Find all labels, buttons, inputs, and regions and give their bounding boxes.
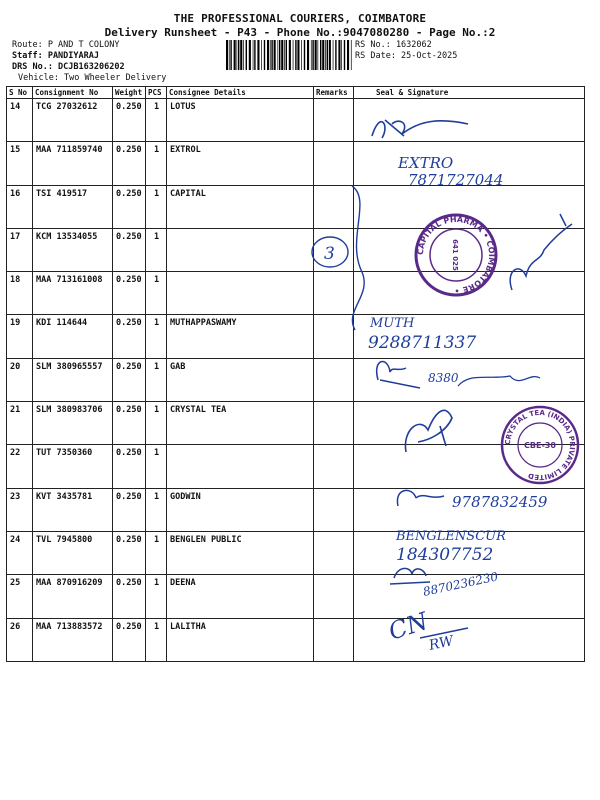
cell-signature	[354, 488, 585, 531]
cell-sno: 17	[7, 228, 33, 271]
table-row	[7, 618, 585, 661]
col-remarks: Remarks	[314, 87, 354, 99]
cell-remarks	[314, 99, 354, 142]
cell-consignment: TSI 419517	[33, 185, 113, 228]
table-row	[7, 315, 585, 358]
cell-consignee: GODWIN	[167, 488, 314, 531]
cell-signature	[354, 185, 585, 228]
signature-row-24-name: BENGLENSCUR	[396, 529, 506, 544]
crystal-stamp-center: CBE-30	[524, 441, 556, 450]
table-row	[7, 99, 585, 142]
cell-sno: 18	[7, 272, 33, 315]
cell-consignment: KCM 13534055	[33, 228, 113, 271]
cell-signature	[354, 142, 585, 185]
signature-row-25-phone: 8870236230	[421, 569, 500, 599]
cell-pcs: 1	[146, 99, 167, 142]
crystal-stamp-ring-text: CRYSTAL TEA (INDIA) PRIVATE LIMITED	[503, 408, 577, 482]
capital-stamp-ring-text: CAPITAL PHARMA • COIMBATORE •	[415, 214, 497, 296]
cell-sno: 16	[7, 185, 33, 228]
col-pcs: PCS	[146, 87, 167, 99]
remarks-circle-number: 3	[324, 244, 335, 264]
col-weight: Weight	[113, 87, 146, 99]
cell-remarks	[314, 445, 354, 488]
cell-remarks	[314, 531, 354, 574]
col-consignee: Consignee Details	[167, 87, 314, 99]
cell-remarks	[314, 185, 354, 228]
cell-signature	[354, 358, 585, 401]
cell-sno: 24	[7, 531, 33, 574]
cell-remarks	[314, 618, 354, 661]
cell-weight: 0.250	[113, 99, 146, 142]
cell-weight: 0.250	[113, 488, 146, 531]
cell-sno: 14	[7, 99, 33, 142]
cell-consignee: MUTHAPPASWAMY	[167, 315, 314, 358]
table-row	[7, 272, 585, 315]
cell-weight: 0.250	[113, 185, 146, 228]
table-header-row	[7, 87, 585, 99]
cell-consignment: TUT 7350360	[33, 445, 113, 488]
table-row	[7, 488, 585, 531]
signature-row-26-a: CN	[385, 606, 432, 646]
signature-row-15-phone: 7871727044	[408, 171, 504, 189]
cell-sno: 21	[7, 402, 33, 445]
drs-label: DRS No.: DCJB163206202	[12, 62, 125, 72]
col-signature: Seal & Signature	[354, 87, 585, 99]
cell-consignee: CRYSTAL TEA	[167, 402, 314, 445]
cell-pcs: 1	[146, 531, 167, 574]
cell-remarks	[314, 575, 354, 618]
cell-pcs: 1	[146, 575, 167, 618]
cell-remarks	[314, 358, 354, 401]
cell-pcs: 1	[146, 272, 167, 315]
cell-consignment: MAA 713883572	[33, 618, 113, 661]
cell-consignment: KVT 3435781	[33, 488, 113, 531]
col-sno: S No	[7, 87, 33, 99]
cell-consignee: LOTUS	[167, 99, 314, 142]
cell-pcs: 1	[146, 488, 167, 531]
cell-consignment: SLM 380965557	[33, 358, 113, 401]
vehicle-label: Vehicle: Two Wheeler Delivery	[18, 73, 167, 83]
signature-row-20-number: 8380	[428, 371, 459, 385]
table-row	[7, 402, 585, 445]
cell-consignee: EXTROL	[167, 142, 314, 185]
cell-consignment: MAA 711859740	[33, 142, 113, 185]
runsheet-title: Delivery Runsheet - P43 - Phone No.:9047080280 - Page No.:2	[104, 26, 496, 39]
cell-remarks	[314, 402, 354, 445]
cell-remarks	[314, 272, 354, 315]
cell-sno: 25	[7, 575, 33, 618]
cell-weight: 0.250	[113, 575, 146, 618]
cell-weight: 0.250	[113, 272, 146, 315]
cell-consignment: MAA 870916209	[33, 575, 113, 618]
table-row	[7, 185, 585, 228]
cell-consignee	[167, 228, 314, 271]
runsheet-table	[6, 86, 585, 662]
cell-sno: 23	[7, 488, 33, 531]
cell-consignment: TCG 27032612	[33, 99, 113, 142]
route-label: Route: P AND T COLONY	[12, 40, 120, 50]
cell-remarks	[314, 315, 354, 358]
staff-label: Staff: PANDIYARAJ	[12, 51, 99, 61]
cell-pcs: 1	[146, 445, 167, 488]
cell-weight: 0.250	[113, 445, 146, 488]
cell-signature	[354, 445, 585, 488]
cell-sno: 20	[7, 358, 33, 401]
cell-remarks	[314, 142, 354, 185]
table-row	[7, 575, 585, 618]
cell-signature	[354, 575, 585, 618]
cell-pcs: 1	[146, 358, 167, 401]
table-row	[7, 142, 585, 185]
cell-consignee: BENGLEN PUBLIC	[167, 531, 314, 574]
cell-signature	[354, 272, 585, 315]
rs-date: RS Date: 25-Oct-2025	[355, 51, 458, 61]
cell-remarks	[314, 488, 354, 531]
cell-weight: 0.250	[113, 142, 146, 185]
cell-consignment: TVL 7945800	[33, 531, 113, 574]
cell-sno: 22	[7, 445, 33, 488]
cell-weight: 0.250	[113, 618, 146, 661]
table-row	[7, 445, 585, 488]
capital-stamp-center: 641 025	[451, 239, 459, 271]
cell-consignment: KDI 114644	[33, 315, 113, 358]
signature-row-19-name: MUTH	[370, 316, 415, 331]
cell-signature	[354, 315, 585, 358]
cell-consignee	[167, 272, 314, 315]
cell-sno: 26	[7, 618, 33, 661]
signature-row-26-b: RW	[427, 633, 455, 654]
barcode	[226, 40, 352, 70]
cell-signature	[354, 228, 585, 271]
cell-weight: 0.250	[113, 228, 146, 271]
cell-signature	[354, 402, 585, 445]
cell-consignee: LALITHA	[167, 618, 314, 661]
cell-consignee: CAPITAL	[167, 185, 314, 228]
table-row	[7, 531, 585, 574]
cell-weight: 0.250	[113, 531, 146, 574]
table-row	[7, 228, 585, 271]
cell-weight: 0.250	[113, 315, 146, 358]
cell-pcs: 1	[146, 185, 167, 228]
cell-consignee: GAB	[167, 358, 314, 401]
cell-weight: 0.250	[113, 358, 146, 401]
cell-consignee	[167, 445, 314, 488]
cell-pcs: 1	[146, 315, 167, 358]
rs-number: RS No.: 1632062	[355, 40, 432, 50]
cell-pcs: 1	[146, 142, 167, 185]
cell-sno: 15	[7, 142, 33, 185]
col-consignment: Consignment No	[33, 87, 113, 99]
company-title: THE PROFESSIONAL COURIERS, COIMBATORE	[173, 12, 427, 25]
cell-pcs: 1	[146, 228, 167, 271]
signature-row-19-phone: 9288711337	[368, 333, 477, 353]
signature-row-24-phone: 184307752	[396, 545, 494, 565]
cell-signature	[354, 531, 585, 574]
signature-row-23-phone: 9787832459	[452, 493, 548, 511]
cell-pcs: 1	[146, 618, 167, 661]
cell-weight: 0.250	[113, 402, 146, 445]
cell-consignee: DEENA	[167, 575, 314, 618]
cell-consignment: MAA 713161008	[33, 272, 113, 315]
cell-remarks	[314, 228, 354, 271]
cell-signature	[354, 618, 585, 661]
cell-consignment: SLM 380983706	[33, 402, 113, 445]
cell-signature	[354, 99, 585, 142]
signature-row-15-name: EXTRO	[398, 154, 454, 172]
cell-pcs: 1	[146, 402, 167, 445]
cell-sno: 19	[7, 315, 33, 358]
table-row	[7, 358, 585, 401]
